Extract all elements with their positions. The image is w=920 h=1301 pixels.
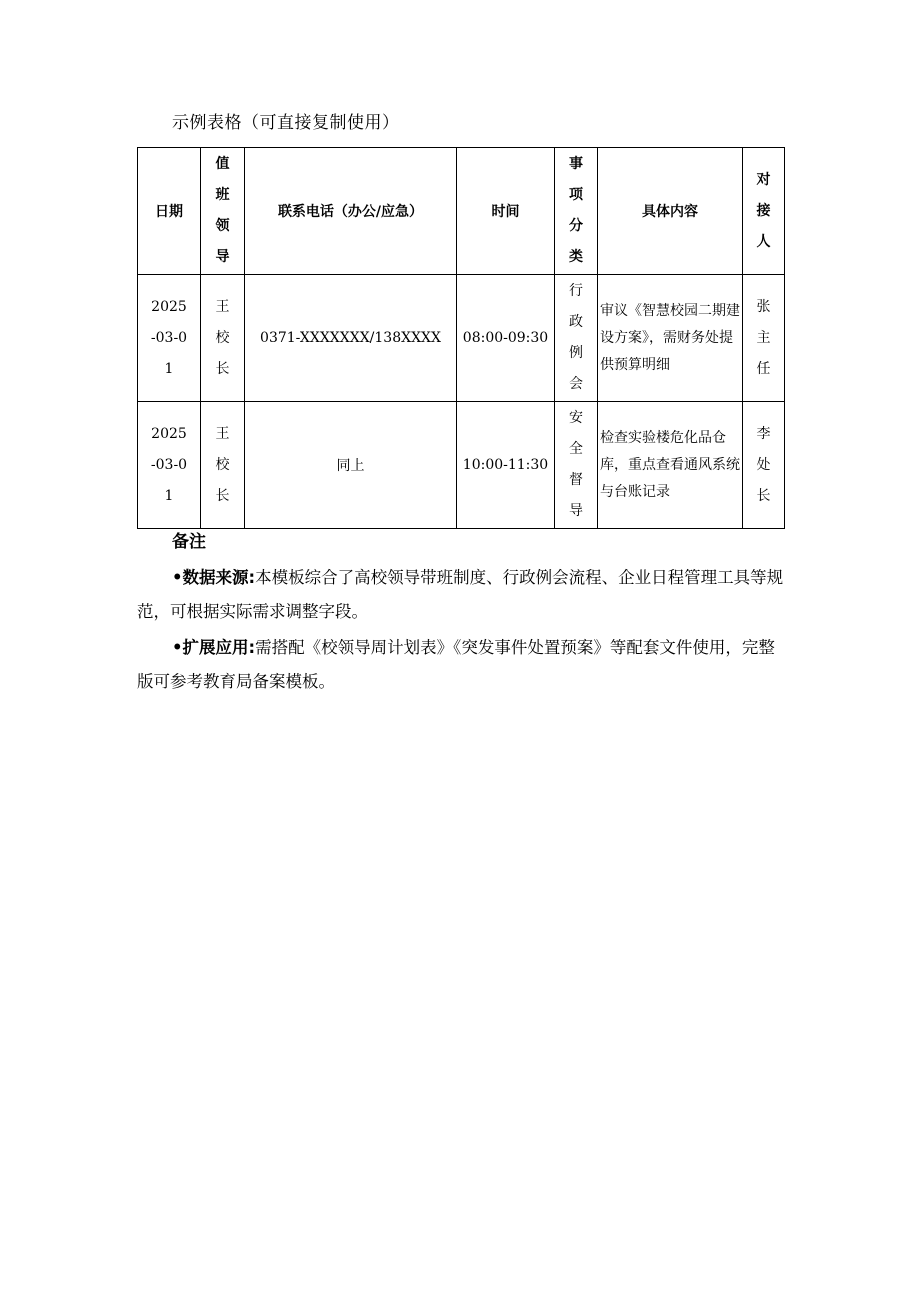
cell-time: 08:00-09:30 <box>457 275 555 402</box>
cell-leader: 王校长 <box>201 402 245 529</box>
cell-content: 审议《智慧校园二期建设方案》，需财务处提供预算明细 <box>598 275 743 402</box>
header-time: 时间 <box>457 148 555 275</box>
note-label: •数据来源: <box>172 568 256 587</box>
header-date: 日期 <box>138 148 201 275</box>
note-text: 需搭配《校领导周计划表》《突发事件处置预案》等配套文件使用，完整版可参考教育局备案模板。 <box>137 638 775 691</box>
header-leader: 值班领导 <box>201 148 245 275</box>
notes-title: 备注 <box>172 532 206 552</box>
cell-leader: 王校长 <box>201 275 245 402</box>
cell-contact: 张主任 <box>743 275 785 402</box>
table-row <box>138 402 785 529</box>
table-header-row <box>138 148 785 275</box>
cell-content: 检查实验楼危化品仓库，重点查看通风系统与台账记录 <box>598 402 743 529</box>
cell-phone: 0371-XXXXXXX/138XXXX <box>245 275 457 402</box>
cell-contact: 李处长 <box>743 402 785 529</box>
cell-phone: 同上 <box>245 402 457 529</box>
header-category: 事项分类 <box>555 148 598 275</box>
note-data-source <box>137 561 785 629</box>
header-phone: 联系电话（办公/应急） <box>245 148 457 275</box>
page-title: 示例表格（可直接复制使用） <box>172 113 400 133</box>
schedule-table <box>137 147 785 529</box>
note-text: 本模板综合了高校领导带班制度、行政例会流程、企业日程管理工具等规范，可根据实际需求调整字段。 <box>137 568 784 621</box>
cell-date: 2025-03-01 <box>138 402 201 529</box>
note-label: •扩展应用: <box>172 638 256 657</box>
cell-category: 安全督导 <box>555 402 598 529</box>
table-row <box>138 275 785 402</box>
header-content: 具体内容 <box>598 148 743 275</box>
cell-time: 10:00-11:30 <box>457 402 555 529</box>
header-contact: 对接人 <box>743 148 785 275</box>
note-extension <box>137 631 785 699</box>
cell-category: 行政例会 <box>555 275 598 402</box>
cell-date: 2025-03-01 <box>138 275 201 402</box>
